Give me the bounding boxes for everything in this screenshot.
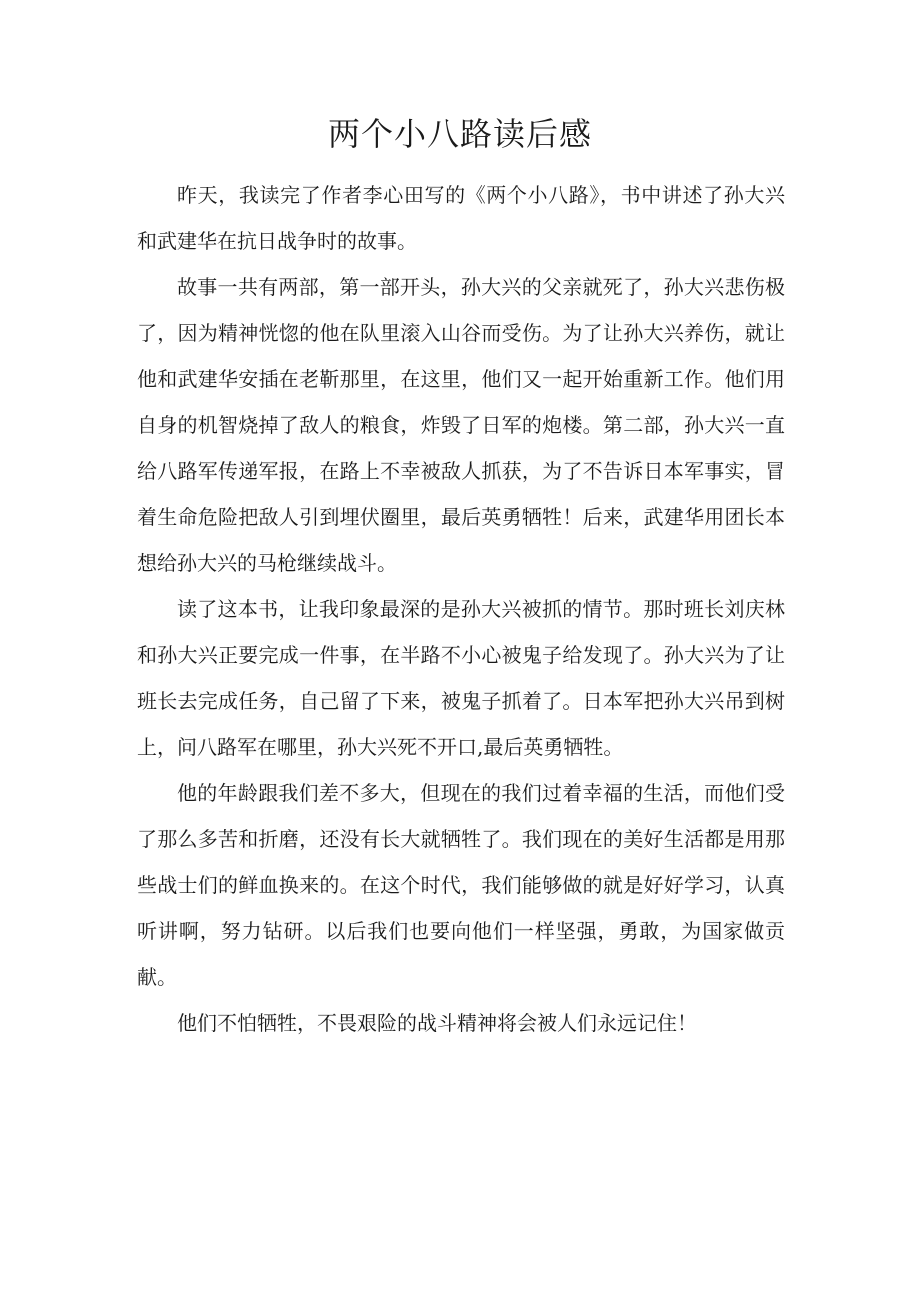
- document-body: [137, 172, 785, 1046]
- paragraph-3: 读了这本书，让我印象最深的是孙大兴被抓的情节。那时班长刘庆林和孙大兴正要完成一件事，在半路不小心被鬼子给发现了。孙大兴为了让班长去完成任务，自己留了下来，被鬼子抓着了。日本军把孙大兴吊到树上，问八路军在哪里，孙大兴死不开口,最后英勇牺牲。: [137, 597, 785, 759]
- paragraph-5: 他们不怕牺牲，不畏艰险的战斗精神将会被人们永远记住！: [177, 1011, 697, 1035]
- paragraph-4: 他的年龄跟我们差不多大，但现在的我们过着幸福的生活，而他们受了那么多苦和折磨，还没有长大就牺牲了。我们现在的美好生活都是用那些战士们的鲜血换来的。在这个时代，我们能够做的就是好好学习，认真听讲啊，努力钻研。以后我们也要向他们一样坚强，勇敢，为国家做贡献。: [137, 781, 785, 989]
- paragraph-2: 故事一共有两部，第一部开头，孙大兴的父亲就死了，孙大兴悲伤极了，因为精神恍惚的他在队里滚入山谷而受伤。为了让孙大兴养伤，就让他和武建华安插在老靳那里，在这里，他们又一起开始重新工作。他们用自身的机智烧掉了敌人的粮食，炸毁了日军的炮楼。第二部，孙大兴一直给八路军传递军报，在路上不幸被敌人抓获，为了不告诉日本军事实，冒着生命危险把敌人引到埋伏圈里，最后英勇牺牲！后来，武建华用团长本想给孙大兴的马枪继续战斗。: [137, 275, 785, 575]
- document-title: 两个小八路读后感: [327, 115, 592, 153]
- paragraph-1: 昨天，我读完了作者李心田写的《两个小八路》，书中讲述了孙大兴和武建华在抗日战争时的故事。: [137, 183, 785, 253]
